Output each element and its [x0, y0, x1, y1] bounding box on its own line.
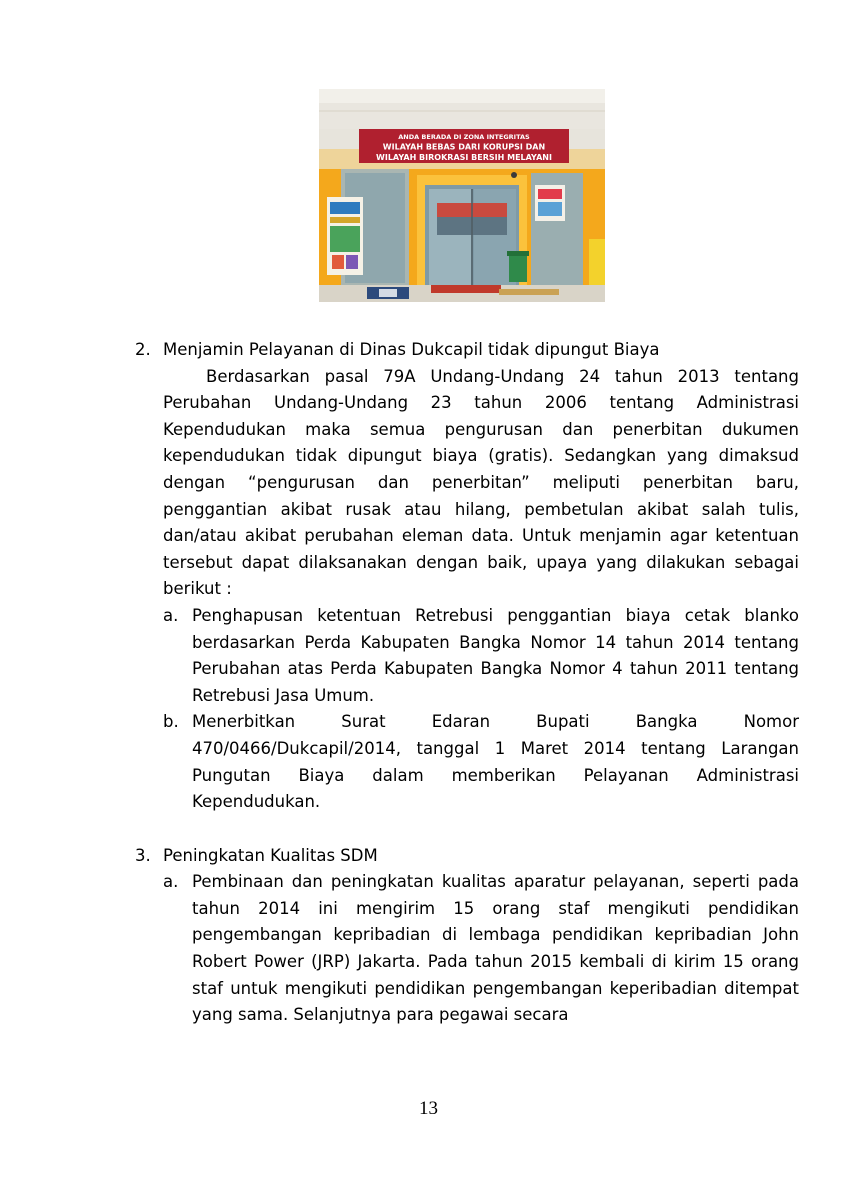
list-item-label: a.: [163, 605, 179, 625]
list-item-text: Penghapusan ketentuan Retrebusi penggantian biaya cetak blanko berdasarkan Perda Kabupaten Bangka Nomor 14 tahun 2014 tentang Perubahan atas Perda Kabupaten Bangka Nomor 4 tahun 2011 tentang Retrebusi Jasa Umum.: [192, 605, 799, 705]
sign-line-3: WILAYAH BIROKRASI BERSIH MELAYANI: [376, 153, 552, 162]
list-item-text: Menerbitkan Surat Edaran Bupati Bangka Nomor 470/0466/Dukcapil/2014, tanggal 1 Maret 2014 tentang Larangan Pungutan Biaya dalam memberikan Pelayanan Administrasi Kependudukan.: [192, 712, 799, 812]
list-item: [163, 603, 799, 709]
office-entrance-photo: [319, 89, 605, 302]
list-item: [163, 709, 799, 815]
list-item-label: a.: [163, 872, 179, 892]
list-item-label: b.: [163, 712, 179, 732]
section-heading: Peningkatan Kualitas SDM: [163, 845, 378, 865]
sign-line-1: ANDA BERADA DI ZONA INTEGRITAS: [398, 133, 530, 141]
document-body: [135, 337, 799, 1029]
section-number: 2.: [135, 340, 151, 359]
section-paragraph: Berdasarkan pasal 79A Undang-Undang 24 tahun 2013 tentang Perubahan Undang-Undang 23 tahun 2006 tentang Administrasi Kependudukan maka semua pengurusan dan penerbitan dukumen kependudukan tidak dipungut biaya (gratis). Sedangkan yang dimaksud dengan “pengurusan dan penerbitan” meliputi penerbitan baru, penggantian akibat rusak atau hilang, pembetulan akibat salah tulis, dan/atau akibat perubahan eleman data. Untuk menjamin agar ketentuan tersebut dapat dilaksanakan dengan baik, upaya yang dilakukan sebagai berikut :: [163, 366, 799, 599]
page-number: 13: [419, 1098, 438, 1119]
section-heading: Menjamin Pelayanan di Dinas Dukcapil tidak dipungut Biaya: [163, 340, 660, 359]
section-number: 3.: [135, 845, 151, 865]
list-item-text: Pembinaan dan peningkatan kualitas aparatur pelayanan, seperti pada tahun 2014 ini mengirim 15 orang staf mengikuti pendidikan pengembangan kepribadian di lembaga pendidikan kepribadian John Robert Power (JRP) Jakarta. Pada tahun 2015 kembali di kirim 15 orang staf untuk mengikuti pendidikan pengembangan keperibadian ditempat yang sama. Selanjutnya para pegawai secara: [192, 872, 799, 1025]
list-item: [163, 869, 799, 1029]
section-3: [135, 843, 799, 1029]
sign-line-2: WILAYAH BEBAS DARI KORUPSI DAN: [382, 142, 546, 152]
section-2: [135, 337, 799, 816]
